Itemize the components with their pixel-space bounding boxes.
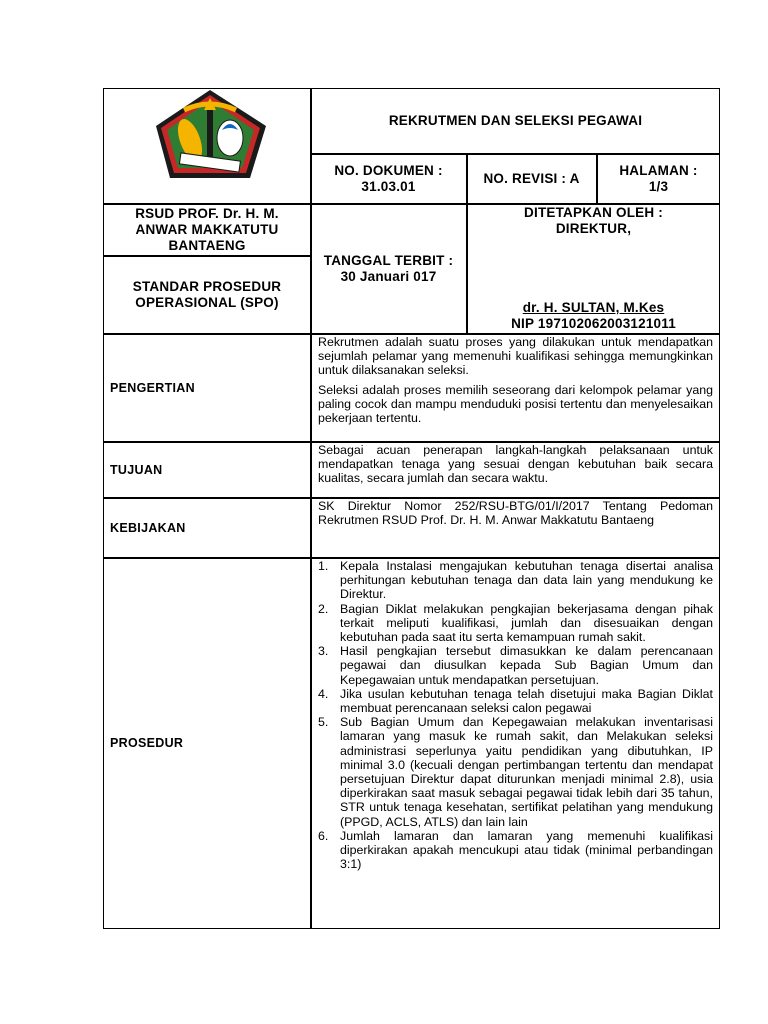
tujuan-text: Sebagai acuan penerapan langkah-langkah pelaksanaan untuk mendapatkan tenaga yang sesuai dengan kebutuhan baik secara kualitas, secara jumlah dan secara waktu.	[318, 443, 713, 486]
hospital-name-line2: ANWAR MAKKATUTU	[135, 222, 279, 237]
pengertian-paragraph-seleksi: Seleksi adalah proses memilih seseorang dari kelompok pelamar yang paling cocok dan mampu menduduki posisi tertentu dan menyelesaikan pekerjaan tertentu.	[318, 382, 713, 426]
hospital-name-line3: BANTAENG	[168, 238, 246, 253]
prosedur-step: 3. Hasil pengkajian tersebut dimasukkan ke dalam perencanaan pegawai dan diusulkan kepada Sub Bagian Umum dan Kepegawaian untuk mendapatkan persetujuan.	[318, 644, 713, 687]
document-title-cell	[311, 89, 720, 153]
spo-title-line1: STANDAR PROSEDUR	[132, 278, 282, 294]
prosedur-steps-list	[318, 559, 713, 871]
spo-title-line2: OPERASIONAL (SPO)	[135, 294, 279, 310]
logo-emblem-icon	[150, 88, 270, 188]
issue-date-value: 30 Januari 017	[340, 269, 437, 284]
revision-label: NO. REVISI : A	[483, 170, 580, 186]
kabupaten-bantaeng-logo	[150, 88, 270, 188]
prosedur-step: 6. Jumlah lamaran dan lamaran yang memenuhi kualifikasi diperkirakan apakah mencukupi atau tidak (minimal perbandingan 3:1)	[318, 828, 713, 872]
pengertian-label: PENGERTIAN	[110, 381, 195, 395]
kebijakan-content	[318, 499, 713, 527]
approval-cell	[467, 205, 720, 333]
hospital-name-cell	[104, 205, 310, 255]
prosedur-label: PROSEDUR	[110, 736, 184, 750]
page-label: HALAMAN :	[619, 162, 698, 178]
director-name: dr. H. SULTAN, M.Kes	[522, 300, 665, 315]
hospital-name-line1: RSUD PROF. Dr. H. M.	[135, 206, 279, 221]
revision-cell	[467, 154, 596, 203]
prosedur-content	[318, 559, 713, 871]
director-nip: NIP 197102062003121011	[511, 316, 676, 331]
prosedur-step: 2. Bagian Diklat melakukan pengkajian bekerjasama dengan pihak terkait meliputi kualifikasi, jumlah dan disesuaikan dengan kebutuhan pada saat itu serta kemampuan rumah sakit.	[318, 601, 713, 645]
document-title: REKRUTMEN DAN SELEKSI PEGAWAI	[388, 113, 643, 128]
tujuan-content	[318, 443, 713, 486]
approval-label: DITETAPKAN OLEH :	[524, 205, 663, 220]
kebijakan-label: KEBIJAKAN	[110, 521, 186, 535]
page-number-cell	[597, 154, 720, 203]
pengertian-paragraph-rekrutmen: Rekrutmen adalah suatu proses yang dilakukan untuk mendapatkan sejumlah pelamar yang memenuhi kualifikasi sehingga memungkinkan untuk dilaksanakan seleksi.	[318, 335, 713, 378]
prosedur-step: 4. Jika usulan kebutuhan tenaga telah disetujui maka Bagian Diklat membuat perencanaan seleksi calon pegawai	[318, 686, 713, 716]
approval-role: DIREKTUR,	[555, 221, 632, 236]
spo-title-cell	[104, 256, 310, 333]
prosedur-step: 5. Sub Bagian Umum dan Kepegawaian melakukan inventarisasi lamaran yang masuk ke rumah sakit, dan Melakukan seleksi administrasi seperlunya yaitu pendidikan yang dibutuhkan, IP minimal 3.0 (kecuali dengan pertimbangan tertentu dan mendapat persetujuan Direktur dapat diturunkan menjadi minimal 2.8), usia diperkirakan saat masuk sebagai pegawai tidak lebih dari 35 tahun, STR untuk tenaga kesehatan, sertifikat pelatihan yang mendukung (PPGD, ACLS, ATLS) dan lain lain	[318, 715, 713, 829]
pengertian-content	[318, 335, 713, 425]
doc-number-value: 31.03.01	[361, 178, 416, 194]
prosedur-step: 1. Kepala Instalasi mengajukan kebutuhan tenaga disertai analisa perhitungan kebutuhan tenaga dan data lain yang mendukung ke Direktur.	[318, 559, 713, 602]
kebijakan-text: SK Direktur Nomor 252/RSU-BTG/01/I/2017 Tentang Pedoman Rekrutmen RSUD Prof. Dr. H. M. Anwar Makkatutu Bantaeng	[318, 499, 713, 528]
tujuan-label: TUJUAN	[110, 463, 163, 477]
doc-number-label: NO. DOKUMEN :	[334, 162, 443, 178]
issue-date-label: TANGGAL TERBIT :	[323, 253, 454, 268]
page-value: 1/3	[648, 178, 669, 194]
issue-date-cell	[311, 205, 466, 333]
doc-number-cell	[311, 154, 466, 203]
